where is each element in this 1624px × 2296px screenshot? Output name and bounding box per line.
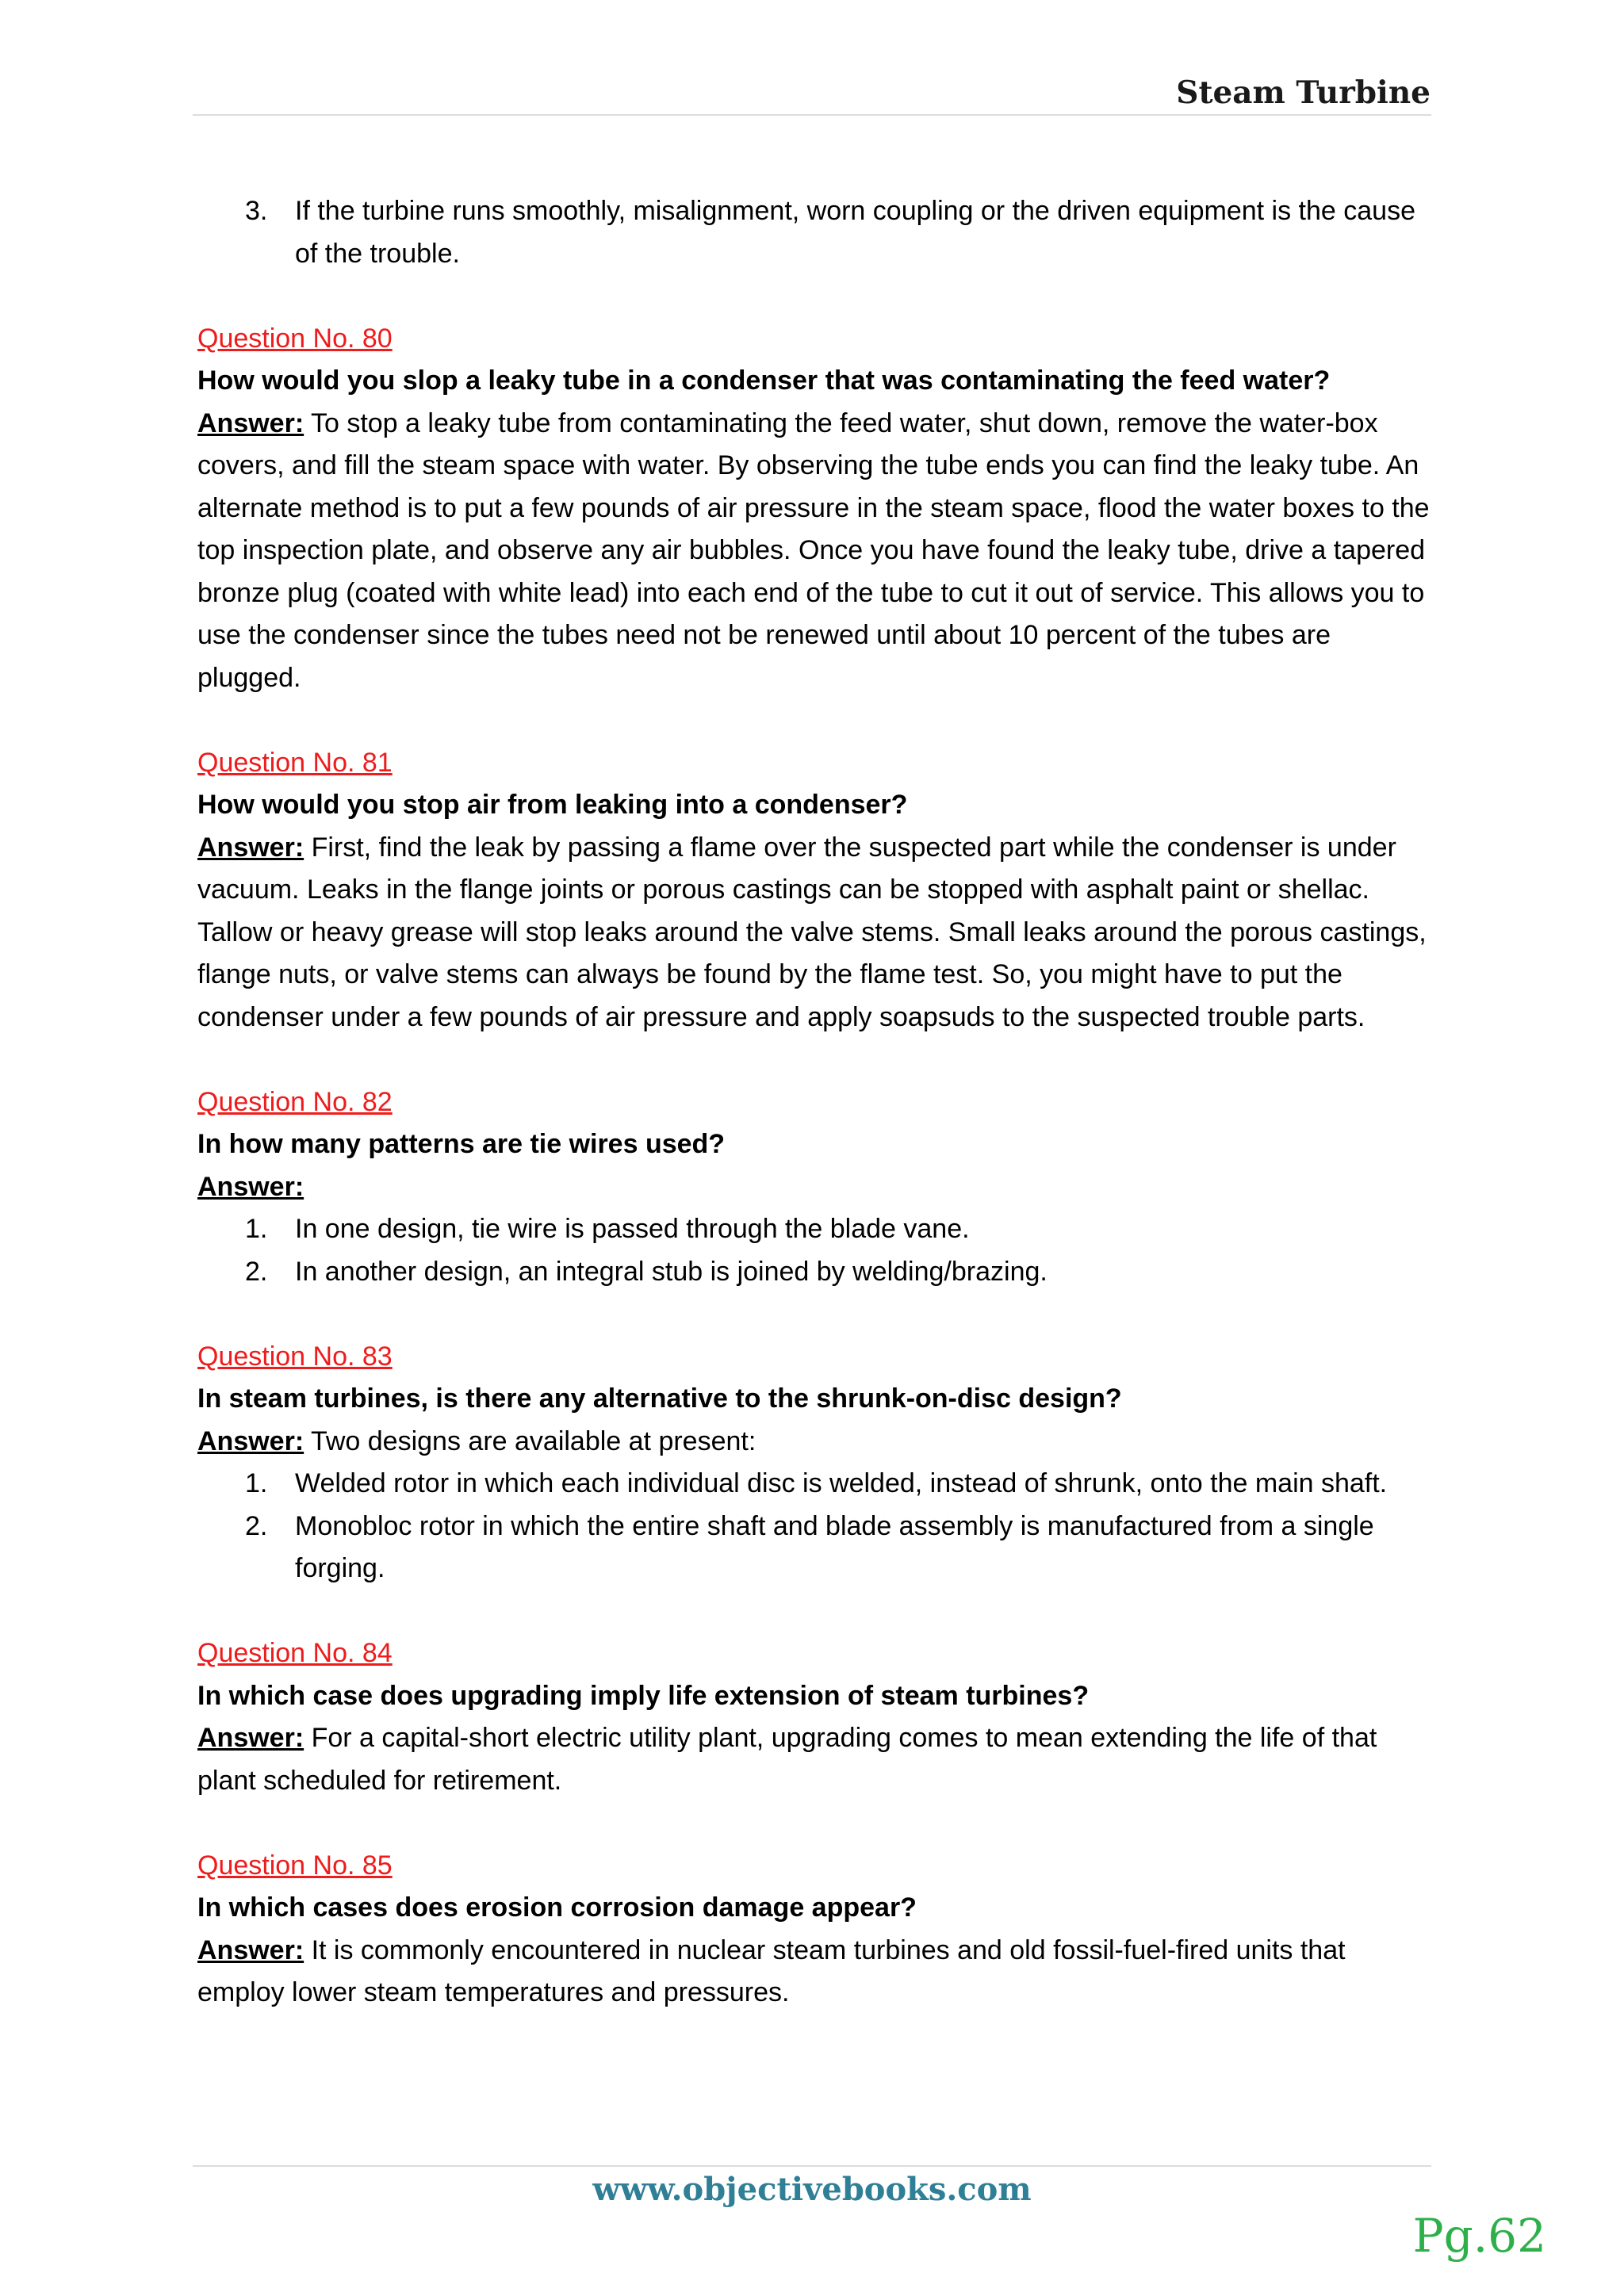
footer-website-link[interactable]: www.objectivebooks.com xyxy=(592,2171,1032,2208)
list-text: Monobloc rotor in which the entire shaft and blade assembly is manufactured from a single forging. xyxy=(295,1510,1374,1583)
question-label: Question No. 82 xyxy=(197,1086,393,1117)
answer-label: Answer: xyxy=(197,1425,304,1456)
page-content xyxy=(197,190,1431,2057)
list-item xyxy=(197,1251,1431,1294)
list-number: 2. xyxy=(245,1256,268,1287)
answer-list xyxy=(197,1463,1431,1590)
question-block-80 xyxy=(197,318,1431,700)
answer xyxy=(197,1166,1431,1209)
header-title: Steam Turbine xyxy=(1176,75,1431,111)
question-label: Question No. 83 xyxy=(197,1341,393,1372)
answer xyxy=(197,1717,1431,1802)
answer-text: Two designs are available at present: xyxy=(304,1425,756,1456)
question-text: In which case does upgrading imply life extension of steam turbines? xyxy=(197,1680,1090,1711)
answer-label: Answer: xyxy=(197,1723,304,1753)
question-label: Question No. 85 xyxy=(197,1850,393,1881)
list-item xyxy=(197,190,1431,275)
page-number: Pg.62 xyxy=(1412,2209,1546,2263)
list-number: 3. xyxy=(245,196,268,226)
question-text: How would you slop a leaky tube in a condenser that was contaminating the feed water? xyxy=(197,365,1331,396)
question-text: In how many patterns are tie wires used? xyxy=(197,1129,726,1159)
answer-list xyxy=(197,1208,1431,1293)
answer-label: Answer: xyxy=(197,408,304,438)
intro-list xyxy=(197,190,1431,275)
answer-text: First, find the leak by passing a flame over the suspected part while the condenser is under vacuum. Leaks in the flange joints or porous castings can be stopped with asphalt paint or shellac. Tallow or heavy grease will stop leaks around the valve stems. Small leaks around the porous castings, flange nuts, or valve stems can always be found by the flame test. So, you might have to put the condenser under a few pounds of air pressure and apply soapsuds to the suspected trouble parts. xyxy=(197,832,1427,1032)
answer xyxy=(197,403,1431,700)
list-text: In one design, tie wire is passed through the blade vane. xyxy=(295,1214,970,1244)
list-number: 1. xyxy=(245,1468,268,1498)
question-block-84 xyxy=(197,1632,1431,1802)
question-text: In steam turbines, is there any alternative to the shrunk-on-disc design? xyxy=(197,1383,1122,1414)
answer-label: Answer: xyxy=(197,1171,304,1202)
question-block-81 xyxy=(197,742,1431,1039)
answer-text: For a capital-short electric utility plant, upgrading comes to mean extending the life of that plant scheduled for retirement. xyxy=(197,1723,1377,1796)
answer xyxy=(197,827,1431,1039)
footer-divider xyxy=(193,2165,1431,2167)
question-label: Question No. 84 xyxy=(197,1638,393,1668)
answer xyxy=(197,1421,1431,1464)
list-item xyxy=(197,1208,1431,1251)
list-text: Welded rotor in which each individual disc is welded, instead of shrunk, onto the main shaft. xyxy=(295,1468,1388,1498)
list-number: 1. xyxy=(245,1214,268,1244)
question-text: How would you stop air from leaking into a condenser? xyxy=(197,790,908,820)
question-label: Question No. 80 xyxy=(197,323,393,354)
question-text: In which cases does erosion corrosion damage appear? xyxy=(197,1892,917,1923)
answer-label: Answer: xyxy=(197,1934,304,1965)
answer-text: To stop a leaky tube from contaminating the feed water, shut down, remove the water-box covers, and fill the steam space with water. By observing the tube ends you can find the leaky tube. An alternate method is to put a few pounds of air pressure in the steam space, flood the water boxes to the top inspection plate, and observe any air bubbles. Once you have found the leaky tube, drive a tapered bronze plug (coated with white lead) into each end of the tube to cut it out of service. This allows you to use the condenser since the tubes need not be renewed until about 10 percent of the tubes are plugged. xyxy=(197,408,1430,693)
list-text: If the turbine runs smoothly, misalignment, worn coupling or the driven equipment is the cause of the trouble. xyxy=(295,196,1415,269)
answer-text: It is commonly encountered in nuclear steam turbines and old fossil-fuel-fired units that employ lower steam temperatures and pressures. xyxy=(197,1934,1346,2007)
question-block-83 xyxy=(197,1336,1431,1590)
list-text: In another design, an integral stub is joined by welding/brazing. xyxy=(295,1256,1048,1287)
list-item xyxy=(197,1506,1431,1590)
answer xyxy=(197,1930,1431,2015)
list-number: 2. xyxy=(245,1510,268,1541)
question-block-82 xyxy=(197,1081,1431,1294)
question-label: Question No. 81 xyxy=(197,747,393,778)
list-item xyxy=(197,1463,1431,1506)
question-block-85 xyxy=(197,1845,1431,2015)
answer-label: Answer: xyxy=(197,832,304,863)
header-divider xyxy=(193,114,1431,116)
